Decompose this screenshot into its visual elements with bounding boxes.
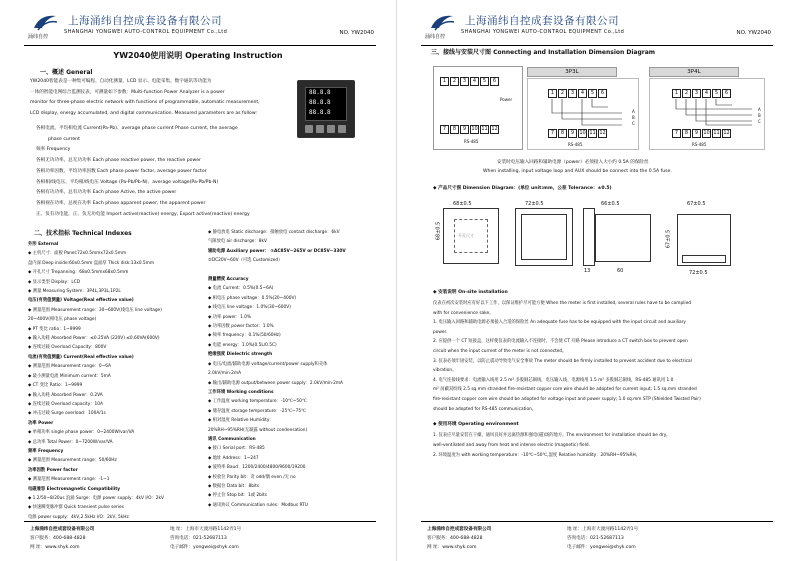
spec-heading: 通讯 Communication	[208, 436, 256, 442]
company-logo-icon	[32, 12, 58, 32]
dim-label: 60	[617, 268, 624, 274]
terminal: 10	[471, 126, 478, 132]
general-line: monitor for three-phase electric network with functions of programmable, automatic measurement,	[30, 100, 260, 105]
install-line: 1. 电压输入回路和辅助电源必须接入合适的保险丝 An adequate fuse has to be equipped with the input circuit and auxiliary	[433, 320, 686, 326]
spec-heading: 辅助电源 Auxiliary power： ①AC85V~265V or DC85V~330V	[208, 248, 346, 254]
footer-rule	[421, 521, 773, 522]
spec-line: 气隙放电 air discharge：8kV	[208, 239, 267, 245]
spec-line: ◆ 校验位 Parity bit：奇 odd/偶 even /无 no	[208, 474, 296, 480]
terminal: 2	[450, 77, 459, 86]
footer-rule	[24, 521, 376, 522]
company-name-en: SHANGHAI YONGWEI AUTO-CONTROL EQUIPMENT Co.,Ltd	[461, 29, 625, 35]
terminal: 7	[672, 129, 681, 138]
spec-line: ◆ 波特率 Baud：1200/2400/4800/9600/19200	[208, 465, 306, 471]
meter-photo: 88.8.8 88.8.8 88.8.8	[297, 80, 355, 138]
phase-label-a: A	[632, 109, 635, 114]
wiring-lines	[672, 99, 756, 127]
terminal: 4	[578, 89, 587, 98]
terminal-row-bottom	[440, 125, 500, 134]
environment-title: ◆ 使用环境 Operating environment	[433, 422, 519, 427]
terminal: 4	[470, 77, 479, 86]
terminal: 6	[598, 89, 607, 98]
terminal: 2	[558, 89, 567, 98]
parameter-item: 正、负有功电能，正、负无功电能 Import active(reactive) energy, Export active(reactive) energy	[36, 211, 250, 217]
phase-label-a: A	[758, 107, 761, 112]
terminal: 9	[568, 129, 577, 138]
terminal: 11	[713, 130, 720, 136]
terminal: 9	[692, 129, 701, 138]
spec-line: ◆ 相对湿度 Relative Humidity：	[208, 418, 274, 424]
footer-website: 网 址：www.shyk.com	[427, 545, 477, 550]
spec-heading: 频率 Frequency	[28, 448, 64, 454]
general-line: LCD display, energy accumulated, and digital communication. Measured parameters are as follow:	[30, 110, 257, 116]
terminal: 4	[702, 89, 711, 98]
spec-column-right	[208, 228, 346, 510]
spec-line: ◆ 最小测量电流 Minimum current：5mA	[28, 373, 111, 379]
spec-line: ◆ 测量 Measuring System：3P4L,3P3L,1P2L	[28, 289, 121, 295]
dim-label: 72±0.5	[689, 270, 708, 276]
parameter-item: 各相无功功率、总无功功率 Each phase reactive power, the reactive power	[36, 158, 201, 164]
terminal: 6	[722, 89, 731, 98]
spec-line: ◆ 功率因数 power factor：1.0%	[208, 324, 274, 330]
spec-line: ◆ 频率 frequency：0.1%(50/60Hz)	[208, 333, 281, 339]
power-label: Power	[500, 97, 513, 102]
install-instructions	[433, 299, 701, 414]
spec-line: 20%RH~95%RH(无凝露 without condensation)	[208, 427, 308, 433]
install-line: with for convenience sake。	[433, 310, 494, 316]
terminal-row-top	[672, 89, 732, 98]
spec-column-left	[28, 240, 164, 522]
terminal-row-bottom	[672, 129, 732, 138]
terminal: 9	[460, 125, 469, 134]
phase-label-c: C	[632, 121, 635, 126]
spec-line: ◆ 电压/电流/辅助电源 voltage/current/power supply和壳体	[208, 361, 328, 367]
parameter-item: 各相相/线电压、平均相/线电压 Voltage (Pa-Pb/Pb-N)、average voltage(Pa-Pb/Pb-N)	[36, 179, 219, 185]
spec-line: ◆ 显示类型 Display：LCD	[28, 279, 81, 285]
spec-line: ◆ 地址 Address：1~247	[208, 455, 259, 461]
terminal: 5	[588, 89, 597, 98]
panel-caption: 开孔尺寸	[458, 233, 474, 238]
terminal: 1	[548, 89, 557, 98]
terminal-row-bottom	[548, 129, 608, 138]
spec-line: ◆ 连续过载 Overload Capacity：800V	[28, 345, 107, 351]
spec-heading: 工作环境 Working conditions	[208, 389, 274, 395]
terminal: 3	[692, 89, 701, 98]
spec-line: ◆ 数据位 Data bit：8bits	[208, 483, 260, 489]
spec-line: ◆ 功率 power：1.0%	[208, 314, 252, 320]
environment-line: well-ventilated and away from heat and intense electric (magnetic) field.	[433, 443, 590, 448]
terminal: 3	[460, 77, 469, 86]
install-line: 4. 电气连接线要求：电流输入线用 2.5 m² 多股铜芯铜线，电压输入线、电源线用 1.5 m² 多股铜芯铜线，RS-485 通讯用 1.0	[433, 377, 674, 383]
doc-number: NO. YW2040	[736, 30, 771, 36]
phase-label-b: B	[758, 113, 761, 118]
rs485-label: RS-485	[692, 142, 707, 147]
dim-label: 67±0.5	[687, 201, 706, 207]
dim-label: 66±0.5	[601, 201, 620, 207]
install-line: 2. 应提供一个 CT 短接盒，这样使仪表的电流输入不连接时，不会使 CT 开路 Please introduce a CT switch box to prevent open	[433, 339, 688, 345]
spec-line: ◆ 电能 energy：1.0%(0.5L/0.5C)	[208, 342, 277, 348]
dim-label: 72±0.5	[525, 201, 544, 207]
terminal: 12	[599, 130, 606, 136]
install-line: m² 屏蔽双绞线 2.5 sq.mm stranded fire-resistant copper core wire should be adopted for current input; 1.5 sq.mm stranded	[433, 387, 697, 393]
spec-line: ◆ 主机尺寸：面板 Panel:72x0.5mmx72x0.5mm	[28, 251, 127, 257]
terminal: 2	[682, 89, 691, 98]
install-line: should be adopted for RS-485 communication。	[433, 406, 537, 412]
phase-label-b: B	[632, 115, 635, 120]
spec-line: ◆ 储存温度 storage temperature：-25℃~75℃	[208, 408, 306, 414]
terminal: 8	[682, 129, 691, 138]
terminal: 7	[440, 125, 449, 134]
parameter-list	[36, 124, 250, 220]
parameter-item: 各相有功功率、总有功功率 Each phase Active, the active power	[36, 190, 177, 196]
spec-line: ◆ 输出/辅助电源 output/between power supply：2.0kV/min·2mA	[208, 380, 343, 386]
spec-line: 20~400V(相电压 phase voltage)	[28, 317, 97, 323]
spec-heading: 测量精度 Accuracy	[208, 277, 249, 283]
terminal: 6	[490, 77, 499, 86]
section-title-technical: 二、技术指标 Technical Indexes	[34, 230, 132, 237]
spec-line	[208, 266, 346, 275]
wiring-diagram-3p3l	[527, 78, 639, 150]
terminal: 11	[481, 126, 488, 132]
dim-bezel-drawing	[583, 208, 595, 266]
spec-heading: 功率因数 Power factor	[28, 467, 78, 473]
footer-address: 地 址：上海市大渡河路1142弄1号	[567, 527, 639, 532]
parameter-item: 频率 Frequency	[36, 147, 71, 153]
parameter-item: 各相功率因数、平均功率因数 Each phase power factor, average power factor	[36, 168, 207, 174]
environment-instructions	[433, 431, 668, 461]
spec-line: ◆ 停止位 Stop bit：1或 2bits	[208, 493, 267, 499]
dim-front-drawing	[515, 208, 573, 266]
footer-hotline: 客户服务：400-688-4828	[30, 536, 86, 541]
footer-website: 网 址：www.shyk.com	[30, 545, 80, 550]
spec-line: 盘内深 Deep inside:60x0.5mm 盘面厚 Thick disk:13x0.5mm	[28, 260, 155, 266]
spec-line: ◆ 连续过载 Overload capacity：10A	[28, 401, 103, 407]
rs485-label: RS-485	[464, 139, 479, 144]
page-header	[24, 10, 376, 46]
general-line: 一体的智能电网综合监测仪表，可测量如下参数：Multi-function Power Analyzer is a power	[30, 89, 225, 95]
footer-hotline: 客户服务：400-688-4828	[427, 536, 483, 541]
terminal: 12	[491, 126, 498, 132]
logo-caption: 涌纬自控	[425, 34, 446, 40]
footer-company: 上海涌纬自控成套设备有限公司	[427, 527, 492, 532]
terminal: 3	[568, 89, 577, 98]
terminal-row-top	[440, 77, 500, 86]
terminal: 11	[589, 130, 596, 136]
diagram-tab-3p4l: 3P4L	[649, 67, 739, 77]
spec-line: ◆ 电流 Current：0.5%(0.5~6A)	[208, 286, 274, 292]
dim-label: 67±0.5	[665, 229, 672, 249]
spec-line: ◆ 快速瞬变脉冲群 Quick transient pulse series	[28, 505, 124, 511]
install-line: circuit when the input current of the meter is not connected。	[433, 348, 567, 354]
install-line: 3. 仪表必须牢固安装，以防止震动导致电气安全事故 The meter should be firmly installed to prevent accident due to electrical	[433, 358, 692, 364]
spec-heading: 电压(有效值测量) Voltage(Real effective value)	[28, 298, 134, 304]
terminal: 10	[703, 130, 710, 136]
footer-phone: 咨询电话：021-52687113	[567, 536, 624, 541]
spec-line: ◆ 开孔尺寸 Trepanning：68x0.5mmx68x0.5mm	[28, 270, 129, 276]
spec-line: ◆ PT 变比 ratio：1~9999	[28, 326, 81, 332]
spec-line: ◆ CT 变比 Ratio：1~9999	[28, 383, 83, 389]
spec-line: ◆ 单相功率 single phase power：0~2400W/var/VA	[28, 430, 135, 436]
footer-email: 电子邮件：yongwei@shyk.com	[170, 545, 239, 550]
spec-line: ◆ 工作温度 working temperature：-10℃~50℃	[208, 399, 307, 405]
parameter-item: 各相电流、平均相电流 Current(Pa-Pb)、average phase current Phase current, the average	[36, 126, 238, 131]
spec-heading: 电流(有效值测量) Current(Real effective value)	[28, 354, 134, 360]
page-title: YW2040使用说明 Operating Instruction	[113, 51, 283, 60]
footer-phone: 咨询电话：021-52687113	[170, 536, 227, 541]
dimension-title: ◆ 产品尺寸图 Dimension Diagram：(单位 unit:mm，公差 Tolerance：±0.5)	[433, 186, 612, 191]
parameter-item: phase current	[48, 136, 80, 142]
parameter-item: 各相视在功率、总视在功率 Each phase apparent power, the apparent power	[36, 200, 206, 206]
terminal: 8	[450, 125, 459, 134]
spec-heading: 绝缘强度 Dielectric strength	[208, 352, 273, 358]
spec-line: ◆ 接口 Serial port：RS-485	[208, 446, 265, 452]
diagram-tab-3p3l: 3P3L	[527, 67, 617, 77]
spec-line: ◆ 线电压 line voltage：1.0%(30~600V)	[208, 305, 291, 311]
dim-label: 13	[584, 268, 591, 274]
terminal: 8	[558, 129, 567, 138]
general-paragraph	[30, 77, 260, 119]
terminal: 1	[672, 89, 681, 98]
dim-cutout-drawing	[443, 208, 499, 264]
wiring-lines	[548, 99, 628, 127]
environment-line: 1. 仪表应尽量安装在干燥、通风良好并远离热源和强电(磁)场的地方。The environment for installation should be dry,	[433, 433, 668, 438]
terminal: 5	[712, 89, 721, 98]
install-line: power.	[433, 329, 448, 335]
dim-label: 68±0.5	[435, 221, 442, 241]
terminal: 1	[440, 77, 449, 86]
spec-line: 2.0kV/min·2mA	[208, 371, 242, 377]
install-title: ◆ 安装说明 On-site installation	[433, 290, 508, 295]
logo-caption: 涌纬自控	[28, 34, 49, 40]
wiring-diagram-3p4l	[649, 78, 765, 150]
company-name-cn: 上海涌纬自控成套设备有限公司	[68, 15, 222, 27]
spec-line: ◆ 相电压 phase voltage：0.5%(20~400V)	[208, 295, 297, 301]
section-title-general: 一、概述 General	[40, 69, 93, 76]
spec-line: ◆ 通讯协议 Communication rules：Modbus RTU	[208, 502, 308, 508]
spec-line: ◆ 冲击过载 Surge overload：100A/1s	[28, 411, 106, 417]
dim-label: 68±0.5	[453, 201, 472, 207]
spec-line: ◆ 测量范围 Measurement range：30~600V(线电压 line voltage)	[28, 307, 162, 313]
terminal: 7	[548, 129, 557, 138]
spec-line: ◆ 输入功耗 Absorbed Power：0.2VA	[28, 392, 103, 398]
terminal-row-top	[548, 89, 608, 98]
environment-line: 2. 环境温度为 with working temperature：-10℃~50℃,湿度 Relative humidity：20%RH~95%RH。	[433, 453, 640, 458]
spec-line: ◆ 测量范围 Measurement range：-1~1	[28, 477, 110, 483]
phase-label-c: C	[758, 119, 761, 124]
doc-number: NO. YW2040	[339, 30, 374, 36]
spec-line: 电源 power supply：4kV,2.5kHz I/O：2kV, 5kHz	[28, 514, 129, 520]
spec-line: ◆ 静电放电 Static discharge：接触放电 contact discharge：6kV	[208, 230, 340, 235]
spec-line: ◆ 测量范围 Measurement range：0~6A	[28, 364, 111, 370]
spec-line: ②DC20V~60V（可选 Customized）	[208, 258, 283, 264]
dim-rear-drawing	[677, 214, 731, 266]
footer-company: 上海涌纬自控成套设备有限公司	[30, 527, 95, 532]
manual-page-1	[0, 0, 396, 561]
terminal: 10	[579, 130, 586, 136]
company-logo-icon	[429, 12, 455, 32]
rs485-label: RS-485	[568, 142, 583, 147]
spec-line: ◆ 输入功耗 Absorbed Power：≤0.25VA (220V) ≤0.60VA(600V)	[28, 336, 160, 342]
general-line: YW2040智能表是一种集可编程、自动化测量、LCD 显示、电能采集、数字通讯等功能为	[30, 79, 212, 84]
install-line: vibration。	[433, 368, 457, 374]
terminal: 5	[480, 77, 489, 86]
section-title-wiring: 三、接线与安装尺寸图 Connecting and Installation Dimension Diagram	[431, 49, 656, 56]
company-name-en: SHANGHAI YONGWEI AUTO-CONTROL EQUIPMENT Co.,Ltd	[64, 29, 228, 35]
terminal: 12	[723, 130, 730, 136]
spec-heading: 电磁兼容 Electromagnetic Compatibility	[28, 486, 121, 492]
install-line: fire-resistant copper core wire should be adopted for voltage input and power supply; 1.0 sq.mm STP (Shielded Twisted Pair)	[433, 396, 701, 402]
company-name-cn: 上海涌纬自控成套设备有限公司	[465, 15, 619, 27]
dim-side-drawing	[595, 214, 651, 262]
footer-email: 电子邮件：yongwei@shyk.com	[567, 545, 636, 550]
page-header	[421, 10, 773, 46]
install-line: 仪表在初次安装时应有好以下工作，以保证维护尽可能方便 When the meter is first installed, several rules have to be complied	[433, 301, 691, 306]
footer-address: 地 址：上海市大渡河路1142弄1号	[170, 527, 242, 532]
spec-line: ◆ 测量范围 Measurement range：50/60Hz	[28, 458, 117, 464]
spec-line: ◆ 1.2/50~8/20us 浪涌 Surge：电源 power supply：4kV I/O：2kV	[28, 495, 164, 501]
fuse-note-cn: 安装时电压输入回路和辅助电源（power）必须接入大小约 0.5A 的保险丝	[497, 160, 649, 165]
fuse-note-en: When installing, input voltage loop and AUX should be connect into the 0.5A fuse.	[483, 169, 672, 174]
manual-page-2	[397, 0, 793, 561]
spec-heading: 功率 Power	[28, 420, 54, 426]
spec-line: ◆ 总功率 Total Power：0~7200W/var/VA	[28, 439, 113, 445]
spec-heading: 外形 External	[28, 242, 59, 247]
wiring-diagram-aux	[433, 66, 523, 150]
